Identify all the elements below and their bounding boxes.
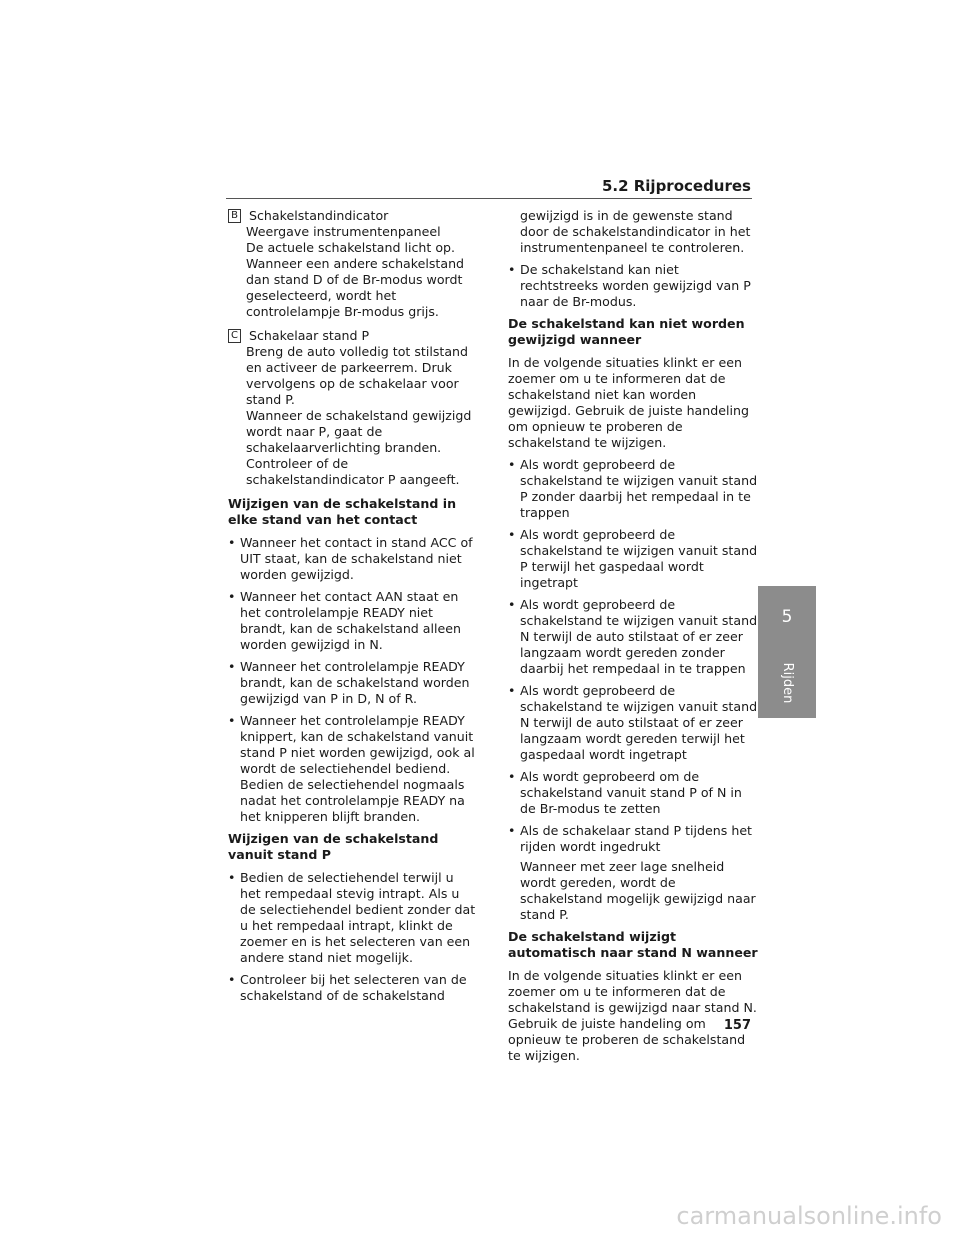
watermark: carmanualsonline.info [676, 1202, 942, 1230]
chapter-tab-number: 5 [758, 586, 816, 648]
section-heading: De schakelstand wijzigt automatisch naar stand N wanneer [508, 929, 758, 960]
header-divider [226, 198, 752, 199]
legend-item-c [228, 328, 478, 488]
legend-b-line-2: De actuele schakelstand licht op. Wanneer een andere schakelstand dan stand D of de Br-modus wordt geselecteerd, wordt het controlelampje Br-modus grijs. [246, 240, 465, 319]
list-item: • Als wordt geprobeerd de schakelstand te wijzigen vanuit stand N terwijl de auto stilstaat of er zeer langzaam wordt gereden terwijl het gaspedaal wordt ingetrapt [508, 683, 758, 763]
list-item-text: Als de schakelaar stand P tijdens het rijden wordt ingedrukt [520, 823, 753, 854]
bullet-list [228, 535, 478, 825]
list-item [508, 823, 758, 923]
list-item: • De schakelstand kan niet rechtstreeks worden gewijzigd van P naar de Br-modus. [508, 262, 758, 310]
page-number: 157 [723, 1018, 751, 1033]
legend-letter-b: B [228, 209, 241, 223]
list-item: • Wanneer het controlelampje READY knippert, kan de schakelstand vanuit stand P niet worden gewijzigd, ook al wordt de selectiehendel bediend. Bedien de selectiehendel nogmaals nadat het controlelampje READY na het knipperen blijft branden. [228, 713, 478, 825]
list-item: • Als wordt geprobeerd de schakelstand te wijzigen vanuit stand N terwijl de auto stilstaat of er zeer langzaam wordt gereden zonder daarbij het rempedaal in te trappen [508, 597, 758, 677]
bullet-list [228, 870, 478, 1004]
section-header-title: 5.2 Rijprocedures [601, 177, 751, 195]
section-heading: Wijzigen van de schakelstand in elke stand van het contact [228, 496, 457, 527]
list-item: • Wanneer het controlelampje READY brandt, kan de schakelstand worden gewijzigd van P in D, N of R. [228, 659, 478, 707]
right-column [508, 208, 758, 1070]
list-item: • Als wordt geprobeerd om de schakelstand vanuit stand P of N in de Br-modus te zetten [508, 769, 758, 817]
list-item-continuation: gewijzigd is in de gewenste stand door de schakelstandindicator in het instrumentenpaneel te controleren. [520, 208, 751, 255]
bullet-list [508, 262, 758, 310]
section-heading: De schakelstand kan niet worden gewijzigd wanneer [508, 316, 745, 347]
section-intro: In de volgende situaties klinkt er een zoemer om u te informeren dat de schakelstand is gewijzigd naar stand N. Gebruik de juiste handeling om opnieuw te proberen de schakelstand te wijzigen. [508, 968, 757, 1063]
list-item: • Controleer bij het selecteren van de schakelstand of de schakelstand [228, 972, 478, 1004]
list-item-note: Wanneer met zeer lage snelheid wordt gereden, wordt de schakelstand mogelijk gewijzigd naar stand P. [520, 859, 756, 922]
list-item: • Wanneer het contact in stand ACC of UIT staat, kan de schakelstand niet worden gewijzigd. [228, 535, 478, 583]
legend-c-line-2: Wanneer de schakelstand gewijzigd wordt naar P, gaat de schakelaarverlichting branden. Controleer of de schakelstandindicator P aangeeft. [246, 408, 472, 487]
legend-title-c: Schakelaar stand P [249, 328, 370, 343]
list-item: • Bedien de selectiehendel terwijl u het rempedaal stevig intrapt. Als u de selectiehendel bedient zonder dat u het rempedaal intrapt, klinkt de zoemer en is het selecteren van een andere stand niet mogelijk. [228, 870, 478, 966]
section-intro: In de volgende situaties klinkt er een zoemer om u te informeren dat de schakelstand niet kan worden gewijzigd. Gebruik de juiste handeling om opnieuw te proberen de schakelstand te wijzigen. [508, 355, 749, 450]
legend-title-b: Schakelstandindicator [249, 208, 389, 223]
bullet-list [508, 457, 758, 923]
list-item: • Als wordt geprobeerd de schakelstand te wijzigen vanuit stand P zonder daarbij het rempedaal in te trappen [508, 457, 758, 521]
chapter-tab-label-text: Rijden [780, 662, 795, 704]
legend-letter-c: C [228, 329, 241, 343]
legend-c-line-1: Breng de auto volledig tot stilstand en activeer de parkeerrem. Druk vervolgens op de schakelaar voor stand P. [246, 344, 469, 407]
chapter-tab-label [758, 648, 816, 718]
list-item: • Als wordt geprobeerd de schakelstand te wijzigen vanuit stand P terwijl het gaspedaal wordt ingetrapt [508, 527, 758, 591]
legend-item-b [228, 208, 478, 320]
left-column [228, 208, 478, 1010]
list-item: • Wanneer het contact AAN staat en het controlelampje READY niet brandt, kan de schakelstand alleen worden gewijzigd in N. [228, 589, 478, 653]
legend-b-line-1: Weergave instrumentenpaneel [246, 224, 441, 239]
section-heading: Wijzigen van de schakelstand vanuit stand P [228, 831, 439, 862]
